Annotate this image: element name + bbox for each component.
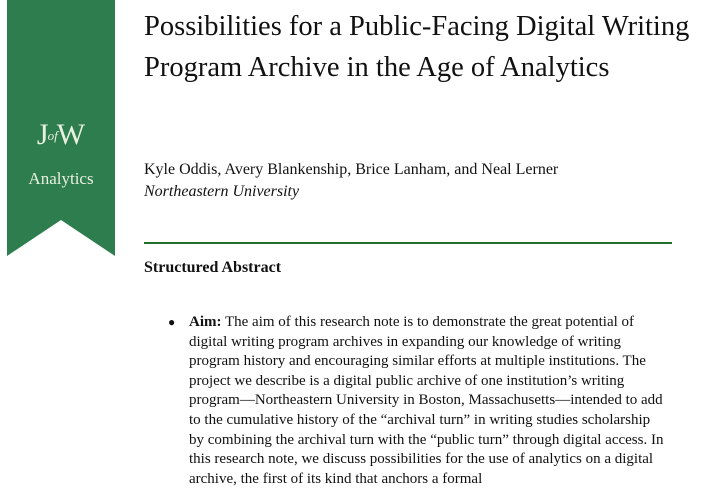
abstract-item <box>168 313 668 489</box>
journal-logo-mark <box>7 120 115 155</box>
bullet-icon: ● <box>168 315 176 329</box>
section-heading: Structured Abstract <box>144 259 282 276</box>
affiliation: Northeastern University <box>144 183 300 200</box>
logo-w: W <box>56 118 86 151</box>
divider-rule <box>144 242 672 244</box>
journal-logo <box>7 120 115 189</box>
author-list: Kyle Oddis, Avery Blankenship, Brice Lanham, and Neal Lerner <box>144 161 559 178</box>
abstract-label: Aim: <box>189 314 222 330</box>
abstract-text <box>189 313 668 489</box>
author-block <box>144 159 704 203</box>
abstract-body: The aim of this research note is to demonstrate the great potential of digital writing program archives in expanding our knowledge of writing program history and encouraging similar efforts at multiple institutions. The project we describe is a digital public archive of one institution’s writing program—Northeastern University in Boston, Massachusetts—intended to add to the cumulative history of the “archival turn” in writing studies scholarship by combining the archival turn with the “public turn” through digital access. In this research note, we discuss possibilities for the use of analytics on a digital archive, the first of its kind that anchors a formal <box>189 314 664 487</box>
paper-title: Possibilities for a Public-Facing Digital Writing Program Archive in the Age of Analytics <box>144 11 690 83</box>
logo-j: J <box>36 118 49 151</box>
journal-logo-word: Analytics <box>28 169 94 188</box>
logo-of: of <box>47 128 58 143</box>
